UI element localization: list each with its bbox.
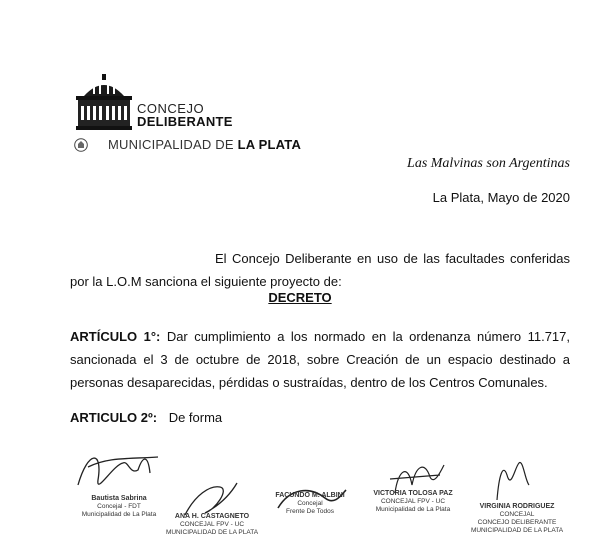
signature-2-place: MUNICIPALIDAD DE LA PLATA: [165, 529, 259, 536]
signature-2-name: ANA H. CASTAGNETO: [174, 513, 250, 520]
concejo-building-logo: [76, 74, 132, 130]
signature-5-handwriting: [485, 455, 545, 505]
municipality-seal-icon: [74, 138, 88, 152]
org-name-line2: DELIBERANTE: [137, 114, 233, 129]
signature-2-role: CONCEJAL FPV - UC: [179, 521, 245, 528]
signature-4-name: VICTORIA TOLOSA PAZ: [373, 490, 453, 497]
signature-5-role: CONCEJAL: [499, 511, 535, 518]
signature-1: [64, 495, 174, 519]
signature-5: [462, 503, 572, 535]
org-name-line1: CONCEJO: [137, 101, 205, 116]
signature-1-place: Municipalidad de La Plata: [81, 511, 157, 518]
document-title: DECRETO: [268, 290, 332, 305]
motto: Las Malvinas son Argentinas: [407, 156, 570, 171]
signature-3-role: Concejal: [297, 500, 323, 507]
article-2: [70, 406, 570, 429]
signature-4-place: Municipalidad de La Plata: [375, 506, 451, 513]
signature-5-place: CONCEJO DELIBERANTE: [477, 519, 557, 526]
article-1-label: ARTÍCULO 1°:: [70, 329, 161, 344]
signature-3-name: FACUNDO M. ALBINI: [275, 492, 345, 499]
document-date: La Plata, Mayo de 2020: [432, 190, 570, 205]
article-1: [70, 325, 570, 394]
signature-2: [162, 513, 262, 537]
signature-5-place2: MUNICIPALIDAD DE LA PLATA: [470, 527, 564, 534]
signature-4-role: CONCEJAL FPV - UC: [380, 498, 446, 505]
signature-5-name: VIRGINIA RODRIGUEZ: [479, 503, 555, 510]
municipality-name: MUNICIPALIDAD DE LA PLATA: [108, 137, 302, 152]
article-1-text: Dar cumplimiento a los normado en la ordenanza número 11.717, sancionada el 3 de octubre de 2018, sobre Creación de un espacio destinado a personas desaparecidas, pérdidas o sustraídas, dentro de los Centros Comunales.: [70, 329, 570, 390]
signature-3-place: Frente De Todos: [286, 508, 334, 515]
article-2-label: ARTICULO 2º:: [70, 410, 158, 425]
signature-1-name: Bautista Sabrina: [91, 495, 147, 502]
signature-3: [255, 492, 365, 516]
intro-paragraph: El Concejo Deliberante en uso de las facultades conferidas por la L.O.M sanciona el siguiente proyecto de:: [70, 251, 570, 289]
signature-4: [358, 490, 468, 514]
signature-1-role: Concejal - FDT: [97, 503, 141, 510]
article-2-text: De forma: [168, 410, 223, 425]
